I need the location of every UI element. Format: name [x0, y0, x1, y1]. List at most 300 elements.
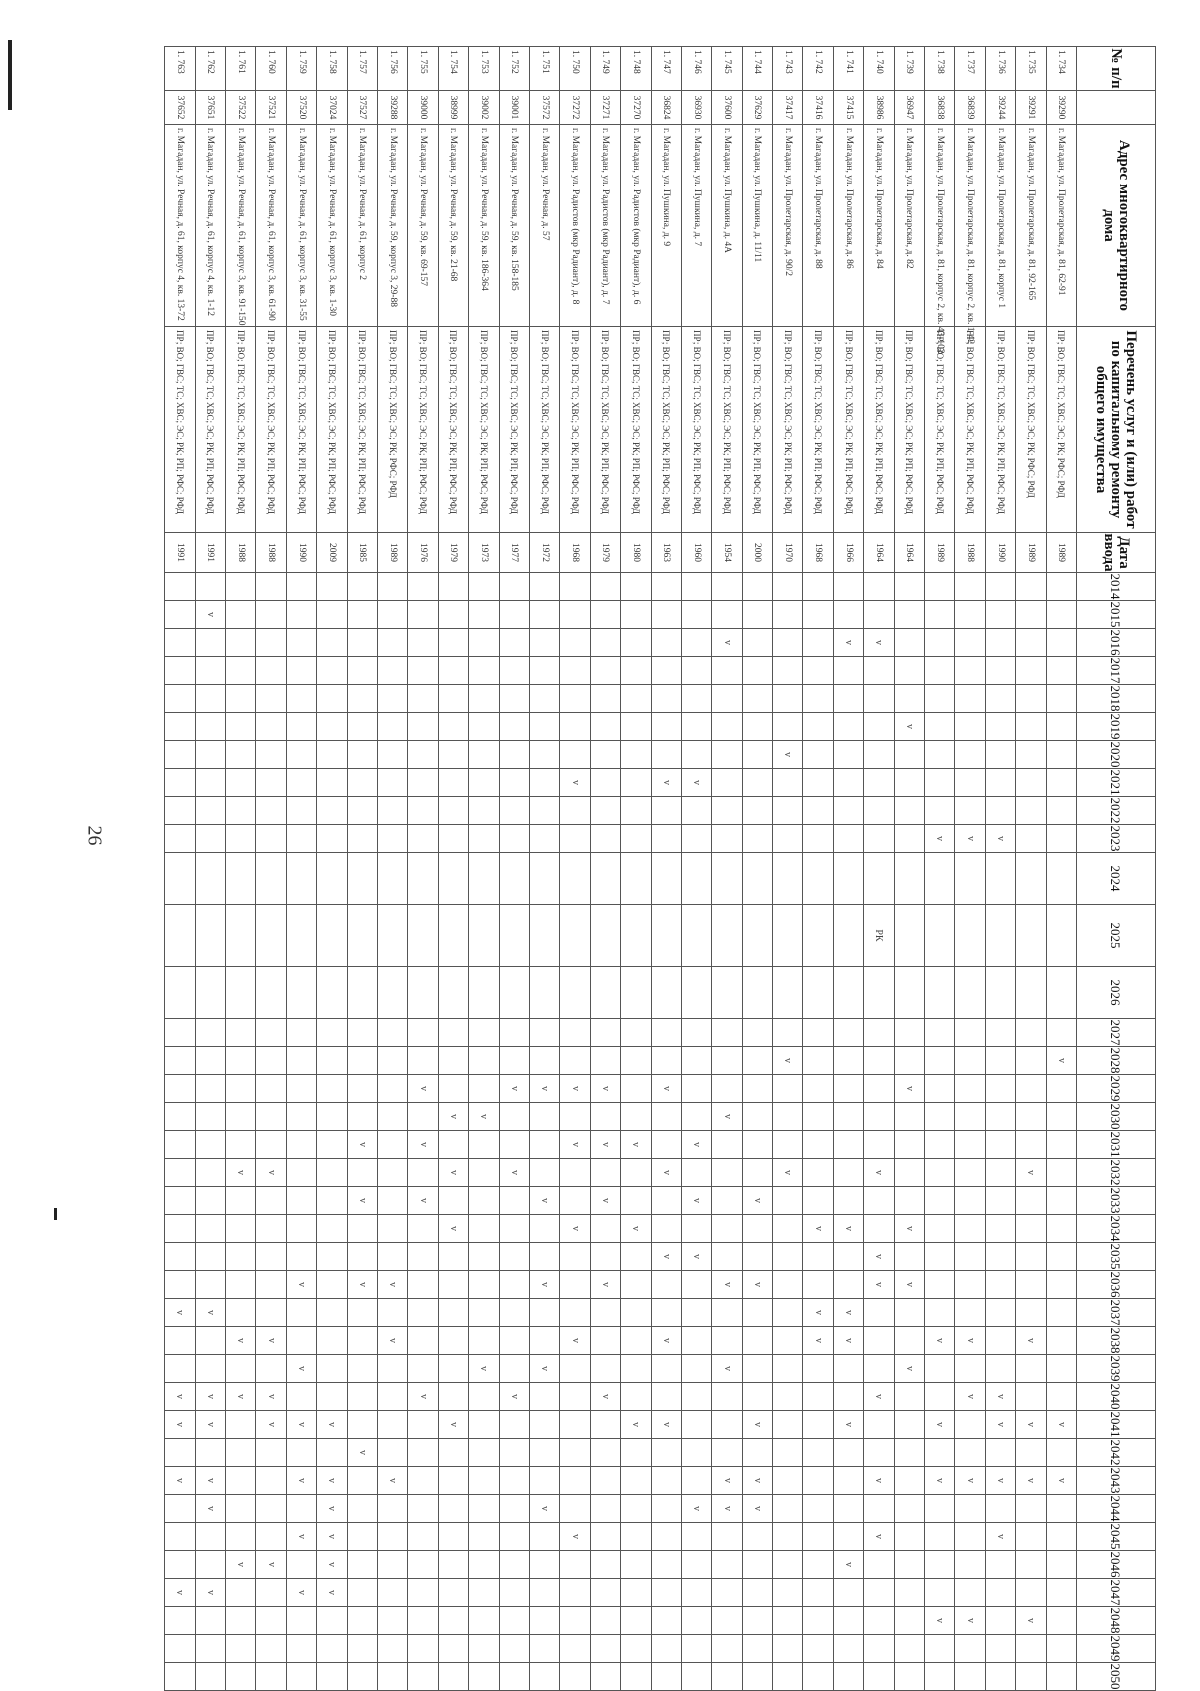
year-cell-2026	[499, 967, 529, 1019]
header-code	[1077, 91, 1156, 125]
checkmark-icon: v	[630, 1422, 642, 1427]
year-cell-2024	[742, 853, 772, 905]
year-cell-2043	[925, 1467, 955, 1495]
year-cell-2034	[195, 1215, 225, 1243]
year-cell-2049	[773, 1635, 803, 1663]
year-cell-2021	[560, 769, 590, 797]
year-cell-2042	[712, 1439, 742, 1467]
header-year-2045: 2045	[1077, 1523, 1156, 1551]
year-cell-2032	[317, 1159, 347, 1187]
checkmark-icon: v	[387, 1338, 399, 1343]
year-cell-2030	[286, 1103, 316, 1131]
year-cell-2039	[469, 1355, 499, 1383]
year-cell-2016	[894, 629, 924, 657]
year-cell-2033	[742, 1187, 772, 1215]
year-cell-2031	[864, 1131, 894, 1159]
year-cell-2017	[378, 657, 408, 685]
year-cell-2026	[317, 967, 347, 1019]
year-cell-2015	[529, 601, 559, 629]
year-cell-2027	[347, 1019, 377, 1047]
year-cell-2025	[469, 905, 499, 967]
year-cell-2020	[165, 741, 195, 769]
year-cell-2023	[864, 825, 894, 853]
year-cell-2028	[256, 1047, 286, 1075]
year-cell-2015	[712, 601, 742, 629]
year-cell-2023	[195, 825, 225, 853]
year-cell-2040	[985, 1383, 1015, 1411]
year-cell-2036	[226, 1271, 256, 1299]
table-row	[742, 47, 772, 1691]
commission-date: 1960	[681, 533, 711, 573]
year-cell-2014	[803, 573, 833, 601]
year-cell-2041	[347, 1411, 377, 1439]
year-cell-2032	[529, 1159, 559, 1187]
house-code: 36947	[894, 91, 924, 125]
year-cell-2015	[469, 601, 499, 629]
checkmark-icon: v	[326, 1590, 338, 1595]
year-cell-2017	[681, 657, 711, 685]
year-cell-2038	[773, 1327, 803, 1355]
year-cell-2040	[286, 1383, 316, 1411]
year-cell-2044	[621, 1495, 651, 1523]
year-cell-2043	[1016, 1467, 1046, 1495]
year-cell-2021	[438, 769, 468, 797]
year-cell-2036	[347, 1271, 377, 1299]
year-cell-2014	[165, 573, 195, 601]
row-number: 1. 757	[347, 47, 377, 91]
year-cell-2036	[894, 1271, 924, 1299]
year-cell-2024	[621, 853, 651, 905]
year-cell-2032	[286, 1159, 316, 1187]
year-cell-2040	[347, 1383, 377, 1411]
house-code: 39244	[985, 91, 1015, 125]
year-cell-2015	[925, 601, 955, 629]
header-year-2036: 2036	[1077, 1271, 1156, 1299]
year-cell-2020	[1046, 741, 1076, 769]
year-cell-2016	[621, 629, 651, 657]
year-cell-2039	[651, 1355, 681, 1383]
year-cell-2016	[408, 629, 438, 657]
header-year-2040: 2040	[1077, 1383, 1156, 1411]
year-cell-2050	[529, 1663, 559, 1691]
checkmark-icon: v	[204, 1422, 216, 1427]
year-cell-2028	[226, 1047, 256, 1075]
year-cell-2031	[742, 1131, 772, 1159]
year-cell-2014	[894, 573, 924, 601]
year-cell-2017	[985, 657, 1015, 685]
year-cell-2029	[742, 1075, 772, 1103]
year-cell-2030	[833, 1103, 863, 1131]
year-cell-2050	[1046, 1663, 1076, 1691]
year-cell-2019	[955, 713, 985, 741]
year-cell-2042	[195, 1439, 225, 1467]
year-cell-2026	[256, 967, 286, 1019]
year-cell-2034	[894, 1215, 924, 1243]
year-cell-2019	[773, 713, 803, 741]
year-cell-2037	[529, 1299, 559, 1327]
year-cell-2036	[317, 1271, 347, 1299]
year-cell-2040	[438, 1383, 468, 1411]
year-cell-2035	[833, 1243, 863, 1271]
year-cell-2047	[378, 1579, 408, 1607]
year-cell-2032	[894, 1159, 924, 1187]
year-cell-2043	[195, 1467, 225, 1495]
year-cell-2021	[347, 769, 377, 797]
year-cell-2017	[226, 657, 256, 685]
checkmark-icon: v	[569, 1226, 581, 1231]
year-cell-2027	[955, 1019, 985, 1047]
checkmark-icon: v	[296, 1366, 308, 1371]
year-cell-2029	[773, 1075, 803, 1103]
year-cell-2031	[529, 1131, 559, 1159]
table-row	[590, 47, 620, 1691]
year-cell-2025	[165, 905, 195, 967]
house-address: г. Магадан, ул. Радистов (мкр Радиант), д. 7	[590, 125, 620, 327]
checkmark-icon: v	[265, 1338, 277, 1343]
year-cell-2043	[499, 1467, 529, 1495]
year-cell-2028	[864, 1047, 894, 1075]
year-cell-2014	[864, 573, 894, 601]
year-cell-2047	[317, 1579, 347, 1607]
year-cell-2044	[499, 1495, 529, 1523]
year-cell-2026	[408, 967, 438, 1019]
works-list: ПР; ВО; ГВС; ТС; ХВС; ЭС; РК; РП; РФС; РФД	[742, 327, 772, 533]
house-address: г. Магадан, ул. Речная, д. 59, кв. 186-364	[469, 125, 499, 327]
year-cell-2044	[681, 1495, 711, 1523]
year-cell-2045	[560, 1523, 590, 1551]
year-cell-2024	[712, 853, 742, 905]
year-cell-2031	[378, 1131, 408, 1159]
year-cell-2038	[651, 1327, 681, 1355]
year-cell-2031	[985, 1131, 1015, 1159]
checkmark-icon: v	[599, 1394, 611, 1399]
year-cell-2023	[590, 825, 620, 853]
year-cell-2028	[469, 1047, 499, 1075]
year-cell-2029	[1046, 1075, 1076, 1103]
year-cell-2022	[925, 797, 955, 825]
year-cell-2042	[378, 1439, 408, 1467]
year-cell-2046	[499, 1551, 529, 1579]
checkmark-icon: v	[873, 1282, 885, 1287]
year-cell-2044	[378, 1495, 408, 1523]
year-cell-2028	[1046, 1047, 1076, 1075]
row-number: 1. 751	[529, 47, 559, 91]
year-cell-2043	[560, 1467, 590, 1495]
year-cell-2024	[894, 853, 924, 905]
year-cell-2045	[712, 1523, 742, 1551]
year-cell-2033	[317, 1187, 347, 1215]
year-cell-2019	[529, 713, 559, 741]
year-cell-2028	[317, 1047, 347, 1075]
year-cell-2029	[347, 1075, 377, 1103]
year-cell-2039	[560, 1355, 590, 1383]
year-cell-2017	[621, 657, 651, 685]
year-cell-2039	[499, 1355, 529, 1383]
year-cell-2043	[894, 1467, 924, 1495]
year-cell-2033	[378, 1187, 408, 1215]
commission-date: 1979	[590, 533, 620, 573]
house-code: 37271	[590, 91, 620, 125]
works-list: ПР; ВО; ГВС; ТС; ХВС; ЭС; РК; РФС; РФД	[1046, 327, 1076, 533]
year-cell-2028	[529, 1047, 559, 1075]
year-cell-2019	[469, 713, 499, 741]
year-cell-2050	[621, 1663, 651, 1691]
year-cell-2027	[1016, 1019, 1046, 1047]
year-cell-2044	[742, 1495, 772, 1523]
year-cell-2023	[1016, 825, 1046, 853]
year-cell-2031	[438, 1131, 468, 1159]
table-row	[864, 47, 894, 1691]
year-cell-2048	[985, 1607, 1015, 1635]
year-cell-2037	[347, 1299, 377, 1327]
year-cell-2036	[864, 1271, 894, 1299]
checkmark-icon: v	[660, 780, 672, 785]
year-cell-2027	[681, 1019, 711, 1047]
year-cell-2021	[925, 769, 955, 797]
year-cell-2045	[499, 1523, 529, 1551]
house-address: г. Магадан, ул. Пролетарская, д. 90/2	[773, 125, 803, 327]
checkmark-icon: v	[417, 1394, 429, 1399]
year-cell-2032	[256, 1159, 286, 1187]
year-cell-2025	[378, 905, 408, 967]
header-year-2041: 2041	[1077, 1411, 1156, 1439]
year-cell-2017	[256, 657, 286, 685]
commission-date: 1990	[286, 533, 316, 573]
house-code: 39290	[1046, 91, 1076, 125]
year-cell-2036	[985, 1271, 1015, 1299]
year-cell-2040	[894, 1383, 924, 1411]
year-cell-2043	[833, 1467, 863, 1495]
year-cell-2020	[590, 741, 620, 769]
year-cell-2044	[985, 1495, 1015, 1523]
year-cell-2020	[438, 741, 468, 769]
year-cell-2029	[925, 1075, 955, 1103]
checkmark-icon: v	[174, 1394, 186, 1399]
year-cell-2015	[226, 601, 256, 629]
year-cell-2049	[742, 1635, 772, 1663]
table-row	[621, 47, 651, 1691]
year-cell-2047	[408, 1579, 438, 1607]
year-cell-2016	[651, 629, 681, 657]
year-cell-2035	[894, 1243, 924, 1271]
year-cell-2020	[378, 741, 408, 769]
year-cell-2033	[1046, 1187, 1076, 1215]
house-code: 37522	[226, 91, 256, 125]
year-cell-2016	[347, 629, 377, 657]
year-cell-2018	[651, 685, 681, 713]
year-cell-2019	[985, 713, 1015, 741]
checkmark-icon: v	[691, 1254, 703, 1259]
year-cell-2050	[894, 1663, 924, 1691]
checkmark-icon: v	[995, 1394, 1007, 1399]
year-cell-2045	[681, 1523, 711, 1551]
year-cell-2019	[378, 713, 408, 741]
year-cell-2050	[165, 1663, 195, 1691]
year-cell-2020	[226, 741, 256, 769]
works-list: ПР; ВО; ГВС; ТС; ХВС; ЭС; РК; РП; РФС; РФД	[499, 327, 529, 533]
year-cell-2044	[560, 1495, 590, 1523]
year-cell-2029	[529, 1075, 559, 1103]
year-cell-2030	[681, 1103, 711, 1131]
works-list: ПР; ВО; ГВС; ТС; ХВС; ЭС; РК; РФС; РФД	[1016, 327, 1046, 533]
year-cell-2023	[529, 825, 559, 853]
year-cell-2047	[681, 1579, 711, 1607]
commission-date: 1954	[712, 533, 742, 573]
year-cell-2028	[165, 1047, 195, 1075]
year-cell-2044	[438, 1495, 468, 1523]
year-cell-2026	[651, 967, 681, 1019]
year-cell-2029	[894, 1075, 924, 1103]
row-number: 1. 739	[894, 47, 924, 91]
year-cell-2030	[712, 1103, 742, 1131]
year-cell-2037	[621, 1299, 651, 1327]
works-list: ПР; ВО; ГВС; ТС; ХВС; ЭС; РК; РП; РФС; РФД	[681, 327, 711, 533]
year-cell-2032	[925, 1159, 955, 1187]
year-cell-2021	[408, 769, 438, 797]
year-cell-2029	[712, 1075, 742, 1103]
year-cell-2023	[803, 825, 833, 853]
year-cell-2018	[590, 685, 620, 713]
year-cell-2022	[712, 797, 742, 825]
year-cell-2030	[165, 1103, 195, 1131]
works-list: ПР; ВО; ГВС; ТС; ХВС; ЭС; РК; РП; РФС; РФД	[317, 327, 347, 533]
year-cell-2050	[256, 1663, 286, 1691]
year-cell-2040	[925, 1383, 955, 1411]
year-cell-2018	[803, 685, 833, 713]
checkmark-icon: v	[448, 1226, 459, 1231]
row-number: 1. 734	[1046, 47, 1076, 91]
year-cell-2020	[317, 741, 347, 769]
year-cell-2046	[438, 1551, 468, 1579]
year-cell-2028	[621, 1047, 651, 1075]
year-cell-2031	[925, 1131, 955, 1159]
checkmark-icon: v	[235, 1562, 247, 1567]
year-cell-2033	[681, 1187, 711, 1215]
year-cell-2014	[408, 573, 438, 601]
year-cell-2029	[864, 1075, 894, 1103]
checkmark-icon: v	[599, 1198, 611, 1203]
header-year-2029: 2029	[1077, 1075, 1156, 1103]
year-cell-2019	[317, 713, 347, 741]
house-address: г. Магадан, ул. Радистов (мкр Радиант), д. 8	[560, 125, 590, 327]
year-cell-2022	[226, 797, 256, 825]
year-cell-2048	[773, 1607, 803, 1635]
year-cell-2027	[590, 1019, 620, 1047]
year-cell-2047	[590, 1579, 620, 1607]
table-row	[1046, 47, 1076, 1691]
year-cell-2042	[256, 1439, 286, 1467]
year-cell-2026	[286, 967, 316, 1019]
year-cell-2048	[742, 1607, 772, 1635]
year-cell-2045	[1046, 1523, 1076, 1551]
year-cell-2042	[1016, 1439, 1046, 1467]
year-cell-2037	[165, 1299, 195, 1327]
year-cell-2048	[621, 1607, 651, 1635]
year-cell-2042	[955, 1439, 985, 1467]
year-cell-2030	[803, 1103, 833, 1131]
year-cell-2040	[621, 1383, 651, 1411]
year-cell-2046	[256, 1551, 286, 1579]
year-cell-2048	[1016, 1607, 1046, 1635]
house-address: г. Магадан, ул. Речная, д. 59, кв. 21-68	[438, 125, 468, 327]
year-cell-2048	[590, 1607, 620, 1635]
year-cell-2035	[165, 1243, 195, 1271]
year-cell-2032	[499, 1159, 529, 1187]
table-row	[347, 47, 377, 1691]
year-cell-2037	[499, 1299, 529, 1327]
year-cell-2034	[469, 1215, 499, 1243]
year-cell-2046	[590, 1551, 620, 1579]
year-cell-2027	[165, 1019, 195, 1047]
year-cell-2025	[955, 905, 985, 967]
checkmark-icon: v	[873, 1534, 885, 1539]
year-cell-2045	[256, 1523, 286, 1551]
repair-schedule-table	[164, 46, 1156, 1691]
year-cell-2019	[347, 713, 377, 741]
year-cell-2032	[651, 1159, 681, 1187]
year-cell-2036	[742, 1271, 772, 1299]
year-cell-2042	[681, 1439, 711, 1467]
year-cell-2014	[560, 573, 590, 601]
year-cell-2039	[256, 1355, 286, 1383]
commission-date: 1988	[256, 533, 286, 573]
checkmark-icon: v	[934, 1338, 946, 1343]
year-cell-2014	[712, 573, 742, 601]
year-cell-2044	[894, 1495, 924, 1523]
year-cell-2031	[408, 1131, 438, 1159]
year-cell-2049	[681, 1635, 711, 1663]
checkmark-icon: v	[782, 752, 794, 757]
year-cell-2039	[955, 1355, 985, 1383]
year-cell-2046	[955, 1551, 985, 1579]
year-cell-2045	[438, 1523, 468, 1551]
year-cell-2042	[165, 1439, 195, 1467]
year-cell-2022	[803, 797, 833, 825]
works-list: ПР; ВО; ГВС; ТС; ХВС; ЭС; РК; РП; РФС; РФД	[347, 327, 377, 533]
table-row	[165, 47, 195, 1691]
house-address: г. Магадан, ул. Пушкина, д. 9	[651, 125, 681, 327]
year-cell-2032	[864, 1159, 894, 1187]
year-cell-2033	[529, 1187, 559, 1215]
year-cell-2023	[560, 825, 590, 853]
year-cell-2044	[773, 1495, 803, 1523]
year-cell-2043	[408, 1467, 438, 1495]
commission-date: 1964	[864, 533, 894, 573]
year-cell-2017	[742, 657, 772, 685]
table-row	[195, 47, 225, 1691]
year-cell-2046	[1046, 1551, 1076, 1579]
year-cell-2028	[681, 1047, 711, 1075]
year-cell-2023	[469, 825, 499, 853]
year-cell-2040	[165, 1383, 195, 1411]
year-cell-2014	[195, 573, 225, 601]
table-header-row	[1077, 47, 1156, 1691]
house-code: 37521	[256, 91, 286, 125]
year-cell-2046	[773, 1551, 803, 1579]
year-cell-2048	[378, 1607, 408, 1635]
year-cell-2014	[621, 573, 651, 601]
year-cell-2028	[894, 1047, 924, 1075]
house-code: 39000	[408, 91, 438, 125]
year-cell-2045	[864, 1523, 894, 1551]
year-cell-2034	[165, 1215, 195, 1243]
header-year-2042: 2042	[1077, 1439, 1156, 1467]
works-list: ПР; ВО; ГВС; ТС; ХВС; ЭС; РК; РП; РФС; РФД	[529, 327, 559, 533]
year-cell-2035	[438, 1243, 468, 1271]
year-cell-2045	[286, 1523, 316, 1551]
year-cell-2042	[773, 1439, 803, 1467]
year-cell-2030	[378, 1103, 408, 1131]
